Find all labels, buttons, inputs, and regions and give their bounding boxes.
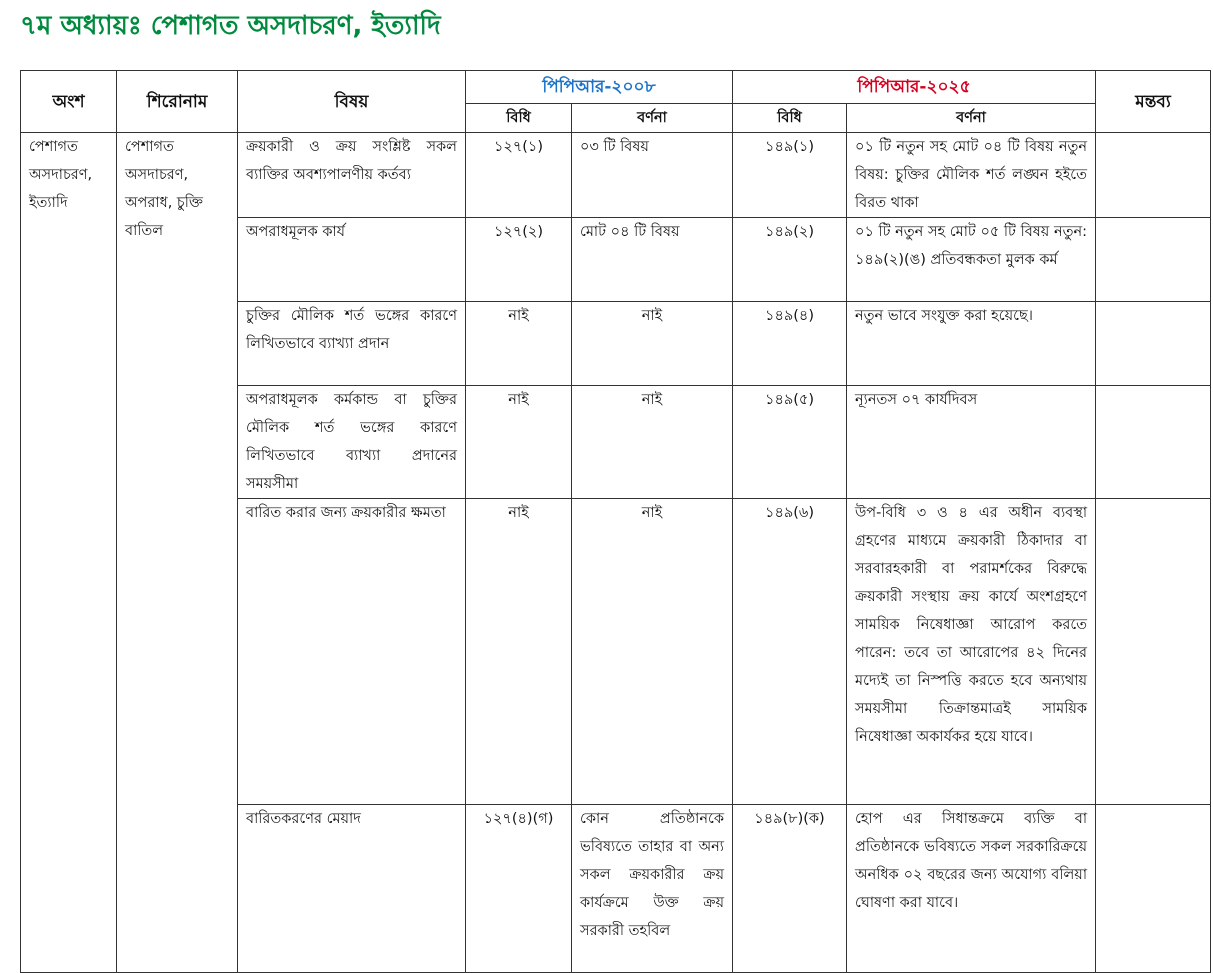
table-row [21,133,1211,218]
header-row-1 [21,71,1211,104]
header-heading: শিরোনাম [117,71,238,133]
rule-2025-cell: ১৪৯(৬) [733,499,847,805]
comparison-table [20,70,1211,973]
header-remarks: মন্তব্য [1096,71,1211,133]
remarks-cell [1096,218,1211,302]
page-title: ৭ম অধ্যায়ঃ পেশাগত অসদাচরণ, ইত্যাদি [20,11,441,41]
header-rule-2008: বিধি [466,104,572,133]
header-ppr2008: পিপিআর-২০০৮ [466,71,733,104]
header-ppr2025: পিপিআর-২০২৫ [733,71,1096,104]
rule-2008-cell: নাই [466,499,572,805]
header-part: অংশ [21,71,117,133]
rule-2025-cell: ১৪৯(২) [733,218,847,302]
subject-cell: অপরাধমূলক কর্মকান্ড বা চুক্তির মৌলিক শর্ত ভঙ্গের কারণে লিখিতভাবে ব্যাখ্যা প্রদানের সময়সীমা [238,386,466,499]
part-cell: পেশাগত অসদাচরণ, ইত্যাদি [21,133,117,973]
header-description-2025: বর্ণনা [847,104,1096,133]
description-2025-cell: ন্যূনতস ০৭ কার্যদিবস [847,386,1096,499]
subject-cell: বারিত করার জন্য ক্রয়কারীর ক্ষমতা [238,499,466,805]
rule-2008-cell: ১২৭(১) [466,133,572,218]
rule-2008-cell: ১২৭(২) [466,218,572,302]
description-2008-cell: নাই [572,302,733,386]
header-rule-2025: বিধি [733,104,847,133]
description-2008-cell: মোট ০৪ টি বিষয় [572,218,733,302]
rule-2025-cell: ১৪৯(৫) [733,386,847,499]
subject-cell: চুক্তির মৌলিক শর্ত ভঙ্গের কারণে লিখিতভাবে ব্যাখ্যা প্রদান [238,302,466,386]
description-2025-cell: ০১ টি নতুন সহ মোট ০৪ টি বিষয় নতুন বিষয়: চুক্তির মৌলিক শর্ত লঙ্ঘন হইতে বিরত থাকা [847,133,1096,218]
rule-2008-cell: নাই [466,386,572,499]
header-description-2008: বর্ণনা [572,104,733,133]
header-subject: বিষয় [238,71,466,133]
rule-2025-cell: ১৪৯(৪) [733,302,847,386]
rule-2008-cell: ১২৭(৪)(গ) [466,805,572,973]
remarks-cell [1096,386,1211,499]
subject-cell: ক্রয়কারী ও ক্রয় সংশ্লিষ্ট সকল ব্যাক্তির অবশ্যপালণীয় কর্তব্য [238,133,466,218]
heading-cell: পেশাগত অসদাচরণ, অপরাধ, চুক্তি বাতিল [117,133,238,973]
description-2008-cell: কোন প্রতিষ্ঠানকে ভবিষ্যতে তাহার বা অন্য সকল ক্রয়কারীর ক্রয় কার্যক্রমে উক্ত ক্রয় সরকারী তহবিল [572,805,733,973]
remarks-cell [1096,805,1211,973]
remarks-cell [1096,133,1211,218]
rule-2025-cell: ১৪৯(৮)(ক) [733,805,847,973]
description-2025-cell: ০১ টি নতুন সহ মোট ০৫ টি বিষয় নতুন: ১৪৯(২)(ঙ) প্রতিবন্ধকতা মুলক কর্ম [847,218,1096,302]
description-2008-cell: নাই [572,499,733,805]
description-2008-cell: ০৩ টি বিষয় [572,133,733,218]
rule-2008-cell: নাই [466,302,572,386]
remarks-cell [1096,302,1211,386]
remarks-cell [1096,499,1211,805]
subject-cell: অপরাধমূলক কার্য [238,218,466,302]
description-2008-cell: নাই [572,386,733,499]
description-2025-cell: উপ-বিধি ৩ ও ৪ এর অধীন ব্যবস্থা গ্রহণের মাধ্যমে ক্রয়কারী ঠিকাদার বা সরবারহকারী বা পরামর্শকের বিরুদ্ধে ক্রয়কারী সংস্থায় ক্রয় কার্যে অংশগ্রহণে সাময়িক নিষেধাজ্ঞা আরোপ করতে পারেন: তবে তা আরোপের ৪২ দিনের মদ্যেই তা নিস্পত্তি করতে হবে অন্যথায় সময়সীমা তিক্রান্তমাত্রই সাময়িক নিষেধাজ্ঞা অকার্যকর হয়ে যাবে। [847,499,1096,805]
rule-2025-cell: ১৪৯(১) [733,133,847,218]
subject-cell: বারিতকরণের মেয়াদ [238,805,466,973]
description-2025-cell: নতুন ভাবে সংযুক্ত করা হয়েছে। [847,302,1096,386]
description-2025-cell: হোপ এর সিধান্তক্রমে ব্যক্তি বা প্রতিষ্ঠানকে ভবিষ্যতে সকল সরকারিক্রয়ে অনধিক ০২ বছরের জন্য অযোগ্য বলিয়া ঘোষণা করা যাবে। [847,805,1096,973]
